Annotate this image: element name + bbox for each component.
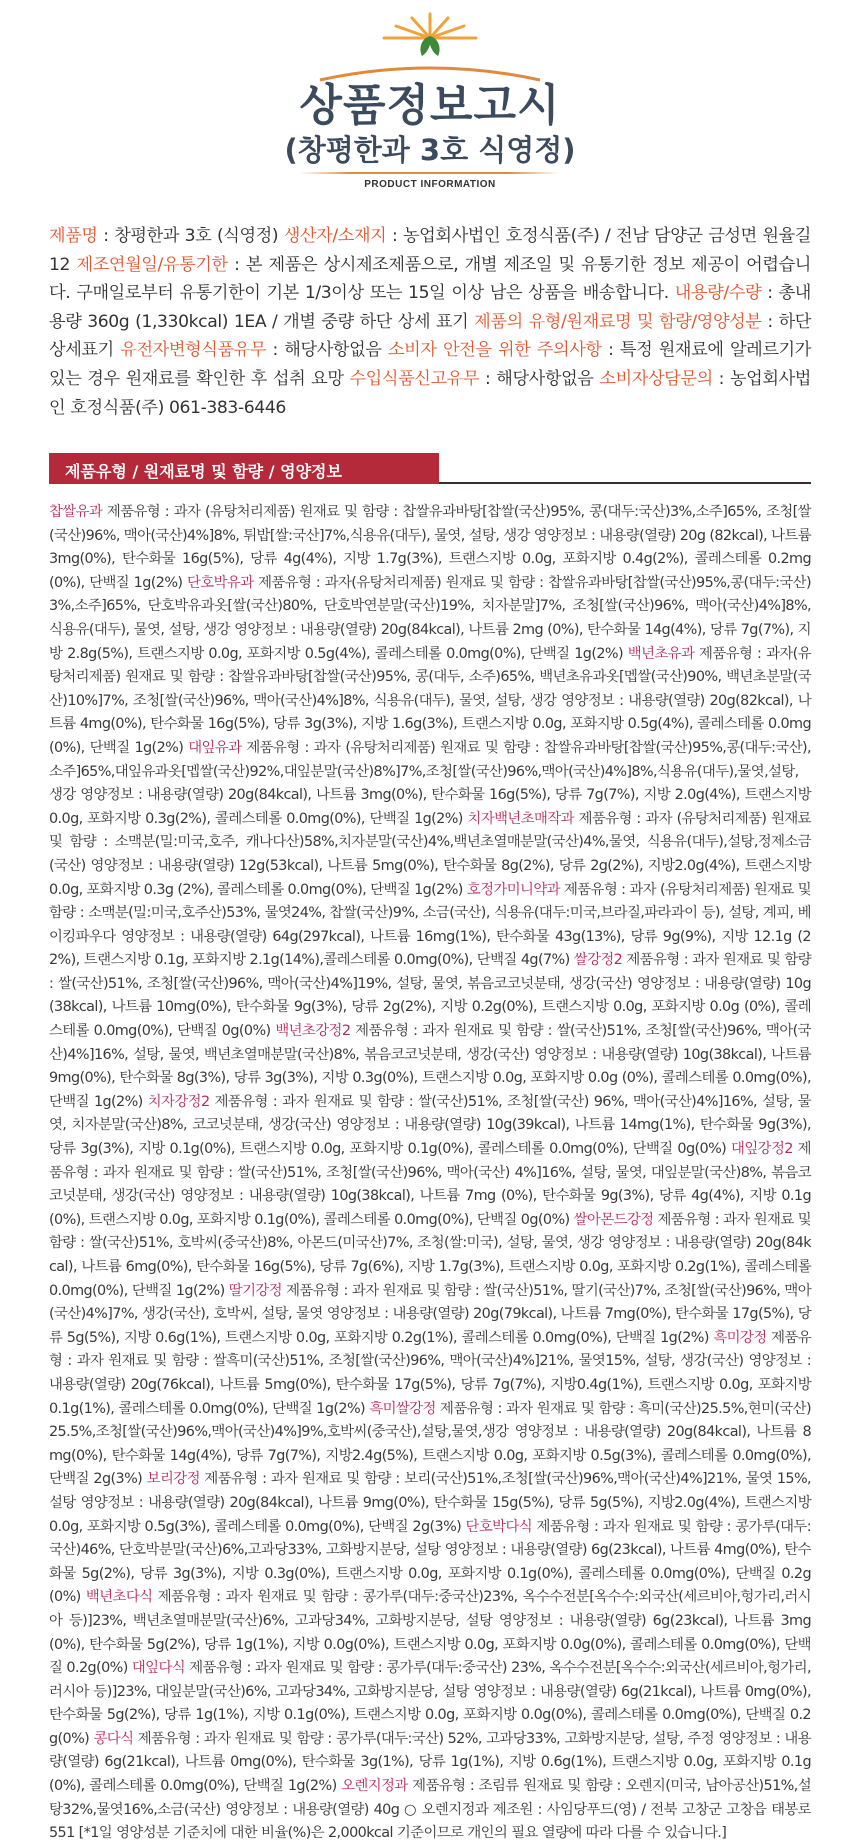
disclosure-label: 제품의 유형/원재료명 및 함량/영양성분: [474, 311, 762, 332]
product-name: 단호박다식: [465, 1518, 533, 1535]
product-disclosure: [49, 222, 811, 422]
product-name: 쌀아몬드강정: [573, 1211, 654, 1228]
product-details: 제품유형 : 과자 원재료 및 함량 : 쌀(국산)51%, 조청[쌀(국산) 96%, 맥아(국산)4%]16%, 설탕, 물엿, 치자분말(국산)8%, 코코넛분태, 생강(국산) 영양정보 : 내용량(열량) 10g(39kcal), 나트륨 14mg(1%), 탄수화물 9g(3%), 당류 3g(3%), 지방 0.1g(0%), 트랜스지방 0.0g, 포화지방 0.1g(0%), 콜레스테롤 0.0mg(0%), 단백질 0g(0%): [49, 1093, 811, 1158]
section-header: [49, 453, 811, 484]
product-name: 대잎다식: [131, 1660, 186, 1677]
product-name: 대잎유과: [188, 739, 242, 756]
product-details: 제품유형 : 과자 원재료 및 함량 : 보리(국산)51%,조청[쌀(국산)96%,맥아(국산)4%]21%, 물엿 15%,설탕 영양정보 : 내용량(열량) 20g(84kcal), 나트륨 9mg(0%), 탄수화물 15g(5%), 당류 5g(5%), 지방2.0g(4%), 트랜스지방 0.0g, 포화지방 0.5g(3%), 콜레스테롤 0.0mg(0%), 단백질 2g(3%): [49, 1471, 811, 1535]
product-name: 호정가미니약과: [466, 881, 560, 898]
product-details: 제품유형 : 과자 원재료 및 함량 : 쌀(국산)51%, 조청[쌀(국산)96%, 맥아(국산)4%]16%, 설탕, 물엿, 백년초열매분말(국산)8%, 볶음코코넛분태, 생강(국산) 영양정보 : 내용량(열량) 10g(38kcal), 나트륨 9mg(0%), 탄수화물 8g(3%), 당류 3g(3%), 지방 0.3g(0%), 트랜스지방 0.0g, 포화지방 0.0g (0%), 콜레스테롤 0.0mg(0%), 단백질 1g(2%): [49, 1023, 811, 1110]
product-name: 단호박유과: [187, 574, 254, 591]
product-name: 딸기강정: [228, 1282, 282, 1299]
disclosure-value: : 농업회사법인 호정식품(주) / 전남 담양군 금성면 원율길 12: [49, 226, 812, 275]
section-rule: [439, 482, 811, 484]
disclosure-label: 유전자변형식품유무: [120, 340, 267, 361]
product-name: 오렌지정과: [341, 1778, 408, 1795]
disclosure-value: : 창평한과 3호 (식영정): [97, 226, 284, 246]
product-name: 치자강정2: [147, 1093, 210, 1110]
product-details: 제품유형 : 과자 원재료 및 함량 : 쌀(국산)51%, 딸기(국산)7%, 조청[쌀(국산)96%, 맥아(국산)4%]7%, 생강(국산), 호박씨, 설탕, 물엿 영양정보 : 내용량(열량) 20g(79kcal), 나트륨 7mg(0%), 탄수화물 17g(5%), 당류 5g(5%), 지방 0.6g(1%), 트랜스지방 0.0g, 포화지방 0.2g(1%), 콜레스테롤 0.0mg(0%), 단백질 1g(2%): [49, 1282, 812, 1346]
disclosure-label: 제품명: [49, 226, 98, 246]
title-divider: [300, 172, 560, 174]
product-details: 제품유형 : 과자 (유탕처리제품) 원재료 및 함량 : 찹쌀유과바탕[찹쌀(국산)95%, 콩(대두:국산)3%,소주]65%, 조청[쌀(국산)96%, 맥아(국산)4%]8%, 튀밥[쌀:국산]7%,식용유(대두), 물엿, 설탕, 생강 영양정보 : 내용량(열량) 20g (82kcal), 나트륨 3mg(0%), 탄수화물 16g(5%), 당류 4g(4%), 지방 1.7g(3%), 트랜스지방 0.0g, 포화지방 0.4g(2%), 콜레스테롤 0.2mg(0%), 단백질 1g(2%): [49, 504, 811, 591]
product-details: 제품유형 : 과자 원재료 및 함량 : 콩가루(대두:중국산) 23%, 옥수수전분[옥수수:외국산(세르비아,헝가리,러시아 등)]23%, 대잎분말(국산)6%, 고과당34%, 고화방지분당, 설탕 영양정보 : 내용량(열량) 6g(21kcal), 나트륨 0mg(0%), 탄수화물 5g(2%), 당류 1g(1%), 지방 0.1g(0%), 트랜스지방 0.0g, 포화지방 0.0g(0%), 콜레스테롤 0.0mg(0%), 단백질 0.2g(0%): [49, 1660, 812, 1747]
disclosure-label: 소비자상담문의: [599, 368, 713, 389]
disclosure-label: 내용량/수량: [674, 283, 762, 304]
disclosure-value: : 본 제품은 상시제조제품으로, 개별 제조일 및 유통기한 정보 제공이 어렵습니다. 구매일로부터 유통기한이 기본 1/3이상 또는 15일 이상 남은 상품을 배송합니다.: [49, 254, 811, 304]
product-name: 대잎강정2: [731, 1141, 793, 1158]
product-details: 제품유형 : 과자 원재료 및 함량 : 쌀흑미(국산)51%, 조청[쌀(국산)96%, 맥아(국산)4%]21%, 물엿15%, 설탕, 생강(국산) 영양정보 : 내용량(열량) 20g(76kcal), 나트륨 5mg(0%), 탄수화물 17g(5%), 당류 7g(7%), 지방0.4g(1%), 트랜스지방 0.0g, 포화지방 0.1g(1%), 콜레스테롤 0.0mg(0%), 단백질 1g(2%): [49, 1329, 811, 1417]
disclosure-value: : 해당사항없음: [479, 368, 600, 389]
page-subtitle: (창평한과 3호 식영정): [284, 133, 576, 167]
product-name: 백년초다식: [85, 1589, 153, 1606]
disclosure-label: 수입식품신고유무: [349, 368, 480, 389]
disclosure-value: : 특정 원재료에 알레르기가 있는 경우 원재료를 확인한 후 섭취 요망: [49, 340, 811, 389]
disclosure-label: 생산자/소재지: [283, 226, 387, 246]
product-details: 제품유형 : 과자 (유탕처리제품) 원재료 및 함량 : 소맥분(밀:미국,호주산)53%, 물엿24%, 찹쌀(국산)9%, 소금(국산), 식용유(대두:미국,브라질,파라과이 등), 설탕, 계피, 베이킹파우다 영양정보 : 내용량(열량) 64g(297kcal), 나트륨 16mg(1%), 탄수화물 43g(13%), 당류 9g(9%), 지방 12.1g (22%), 트랜스지방 0.1g, 포화지방 2.1g(14%),콜레스테롤 0.0mg(0%), 단백질 4g(7%): [49, 881, 811, 969]
product-info-tagline: PRODUCT INFORMATION: [364, 179, 496, 190]
product-details: 제품유형 : 과자 원재료 및 함량 : 콩가루(대두:국산) 52%, 고과당33%, 고화방지분당, 설탕, 주정 영양정보 : 내용량(열량) 6g(21kcal), 나트륨 0mg(0%), 탄수화물 3g(1%), 당류 1g(1%), 지방 0.6g(1%), 트랜스지방 0.0g, 포화지방 0.1g(0%), 콜레스테롤 0.0mg(0%), 단백질 1g(2%): [49, 1730, 811, 1795]
product-name: 치자백년초매작과: [467, 810, 574, 827]
product-details: 제품유형 : 조림류 원재료 및 함량 : 오렌지(미국, 남아공산)51%,설탕32%,물엿16%,소금(국산) 영양정보 : 내용량(열량) 40g ○ 오렌지정과 제조원 : 사임당푸드(영) / 전북 고창군 고창읍 태봉로 551 [*1일 영양성분 기준치에 대한 비율(%)은 2,000kcal 기준이므로 개인의 필요 열량에 따라 다를 수 있습니다.]: [49, 1778, 811, 1842]
page-header: [0, 0, 860, 200]
disclosure-value: : 총내용량 360g (1,330kcal) 1EA / 개별 중량 하단 상세 표기: [49, 283, 811, 332]
product-details: 제품유형 : 과자 (유탕처리제품) 원재료 및 함량 : 찹쌀유과바탕[찹쌀(국산)95%,콩(대두:국산),소주]65%,대잎유과옷[멥쌀(국산)92%,대잎분말(국산)8%]7%,조청[쌀(국산)96%,맥아(국산)4%]8%,식용유(대두),물엿,설탕,생강 영양정보 : 내용량(열량) 20g(84kcal), 나트륨 3mg(0%), 탄수화물 16g(5%), 당류 7g(7%), 지방 2.0g(4%), 트랜스지방 0.0g, 포화지방 0.3g(2%), 콜레스테롤 0.0mg(0%), 단백질 1g(2%): [49, 739, 811, 827]
product-details: 제품유형 : 과자(유탕처리제품) 원재료 및 함량 : 찹쌀유과바탕[찹쌀(국산)95%, 콩(대두, 소주)65%, 백년초유과옷[멥쌀(국산)90%, 백년초분말(국산)10%]7%, 조청[쌀(국산)96%, 맥아(국산)4%]8%, 식용유(대두), 물엿, 설탕, 생강 영양정보 : 내용량(열량) 20g(82kcal), 나트륨 4mg(0%), 탄수화물 16g(5%), 당류 3g(3%), 지방 1.6g(3%), 트랜스지방 0.0g, 포화지방 0.5g(4%), 콜레스테롤 0.0mg(0%), 단백질 1g(2%): [49, 645, 811, 756]
product-name: 보리강정: [146, 1471, 200, 1488]
product-name: 흑미쌀강정: [369, 1400, 436, 1417]
product-name: 찹쌀유과: [49, 504, 103, 520]
product-details: 제품유형 : 과자 원재료 및 함량 : 쌀(국산)51%, 조청[쌀(국산)96%, 맥아(국산) 4%]16%, 설탕, 물엿, 대잎분말(국산)8%, 볶음코코넛분태, 생강(국산) 영양정보 : 내용량(열량) 10g(38kcal), 나트륨 7mg (0%), 탄수화물 9g(3%), 당류 4g(4%), 지방 0.1g(0%), 트랜스지방 0.0g, 포화지방 0.1g(0%), 콜레스테롤 0.0mg(0%), 단백질 0g(0%): [49, 1141, 811, 1228]
product-name: 백년초유과: [627, 645, 695, 662]
product-name: 콩다식: [93, 1730, 134, 1747]
disclosure-value: : 해당사항없음: [266, 340, 388, 361]
product-details: 제품유형 : 과자 원재료 및 함량 : 쌀(국산)51%, 호박씨(중국산)8%, 아몬드(미국산)7%, 조청(쌀:미국), 설탕, 물엿, 생강 영양정보 : 내용량(열량) 20g(84kcal), 나트륨 6mg(0%), 탄수화물 16g(5%), 당류 7g(6%), 지방 1.7g(3%), 트랜스지방 0.0g, 포화지방 0.2g(1%), 콜레스테롤 0.0mg(0%), 단백질 1g(2%): [49, 1211, 812, 1299]
product-name: 흑미강정: [713, 1329, 767, 1346]
product-details: 제품유형 : 과자 원재료 및 함량 : 콩가루(대두:국산)46%, 단호박분말(국산)6%,고과당33%, 고화방지분당, 설탕 영양정보 : 내용량(열량) 6g(23kcal), 나트륨 4mg(0%), 탄수화물 5g(2%), 당류 3g(3%), 지방 0.3g(0%), 트랜스지방 0.0g, 포화지방 0.1g(0%), 콜레스테롤 0.0mg(0%), 단백질 0.2g(0%): [49, 1518, 811, 1606]
product-details: 제품유형 : 과자(유탕처리제품) 원재료 및 함량 : 찹쌀유과바탕[찹쌀(국산)95%,콩(대두:국산)3%,소주]65%, 단호박유과옷[쌀(국산)80%, 단호박연분말(국산)19%, 치자분말]7%, 조청[쌀(국산)96%, 맥아(국산)4%]8%, 식용유(대두), 물엿, 설탕, 생강 영양정보 : 내용량(열량) 20g(84kcal), 나트륨 2mg (0%), 탄수화물 14g(4%), 당류 7g(7%), 지방 2.8g(5%), 트랜스지방 0.0g, 포화지방 0.5g(4%), 콜레스테롤 0.0mg(0%), 단백질 1g(2%): [49, 574, 812, 662]
product-name: 백년초강정2: [275, 1023, 351, 1040]
section-title: 제품유형 / 원재료명 및 함량 / 영양정보: [65, 462, 342, 481]
product-details: 제품유형 : 과자 (유탕처리제품) 원재료 및 함량 : 소맥분(밀:미국,호주, 캐나다산)58%,치자분말(국산)4%,백년초열매분말(국산)4%,물엿, 식용유(대두),설탕,정제소금(국산) 영양정보 : 내용량(열량) 12g(53kcal), 나트륨 5mg(0%), 탄수화물 8g(2%), 당류 2g(2%), 지방2.0g(4%), 트랜스지방 0.0g, 포화지방 0.3g (2%), 콜레스테롤 0.0mg(0%), 단백질 1g(2%): [49, 810, 811, 898]
section-title-bar: [49, 453, 439, 484]
product-name: 쌀강정2: [573, 952, 623, 969]
product-details: 제품유형 : 과자 원재료 및 함량 : 흑미(국산)25.5%,현미(국산)25.5%,조청[쌀(국산)96%,맥아(국산)4%]9%,호박씨(중국산),설탕,물엿,생강 영양정보 : 내용량(열량) 20g(84kcal), 나트륨 8mg(0%), 탄수화물 14g(4%), 당류 7g(7%), 지방2.4g(5%), 트랜스지방 0.0g, 포화지방 0.5g(3%), 콜레스테롤 0.0mg(0%), 단백질 2g(3%): [49, 1400, 811, 1488]
page-title: 상품정보고시: [299, 80, 561, 131]
product-details: 제품유형 : 과자 원재료 및 함량 : 콩가루(대두:중국산)23%, 옥수수전분[옥수수:외국산(세르비아,헝가리,러시아 등)]23%, 백년초열매분말(국산)6%, 고과당34%, 고화방지분당, 설탕 영양정보 : 내용량(열량) 6g(23kcal), 나트륨 3mg(0%), 탄수화물 5g(2%), 당류 1g(1%), 지방 0.0g(0%), 트랜스지방 0.0g, 포화지방 0.0g(0%), 콜레스테롤 0.0mg(0%), 단백질 0.2g(0%): [49, 1589, 811, 1677]
disclosure-label: 제조연월일/유통기한: [76, 254, 228, 275]
disclosure-value: : 농업회사법인 호정식품(주) 061-383-6446: [49, 368, 811, 418]
product-details: 제품유형 : 과자 원재료 및 함량 : 쌀(국산)51%, 조청[쌀(국산)96%, 맥아(국산)4%]19%, 설탕, 물엿, 볶음코코넛분태, 생강(국산) 영양정보 : 내용량(열량) 10g(38kcal), 나트륨 10mg(0%), 탄수화물 9g(3%), 당류 2g(2%), 지방 0.2g(0%), 트랜스지방 0.0g, 포화지방 0.0g (0%), 콜레스테롤 0.0mg(0%), 단백질 0g(0%): [49, 952, 811, 1040]
disclosure-value: : 하단상세표기: [49, 311, 811, 361]
disclosure-label: 소비자 안전을 위한 주의사항: [387, 340, 602, 361]
ingredients-body: [49, 501, 811, 1846]
